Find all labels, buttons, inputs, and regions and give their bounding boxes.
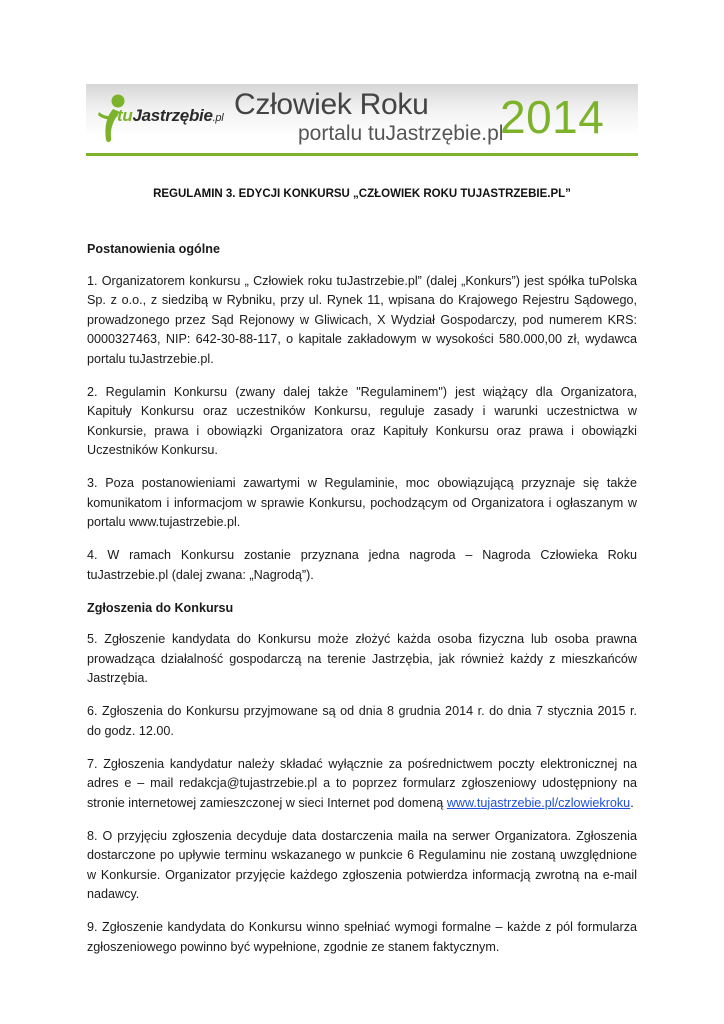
paragraph-3: 3. Poza postanowieniami zawartymi w Regulaminie, moc obowiązującą przyznaje się także komunikatom i informacjom w sprawie Konkursu, pochodzącym od Organizatora i ogłaszanym w portalu www.tujastrzebie.pl. xyxy=(87,476,637,529)
paragraph-1: 1. Organizatorem konkursu „ Człowiek roku tuJastrzebie.pl” (dalej „Konkurs”) jest spółka tuPolska Sp. z o.o., z siedzibą w Rybniku, przy ul. Rynek 11, wpisana do Krajowego Rejestru Sądowego, prowadzonego przez Sąd Rejonowy w Gliwicach, X Wydział Gospodarczy, pod numerem KRS: 0000327463, NIP: 642-30-88-117, o kapitale zakładowym w wysokości 580.000,00 zł, wydawca portalu tuJastrzebie.pl. xyxy=(87,273,637,366)
paragraph-7 xyxy=(87,755,637,814)
paragraph-7-end: . xyxy=(630,795,634,810)
paragraph-7-text: 7. Zgłoszenia kandydatur należy składać wyłącznie za pośrednictwem poczty elektronicznej na adres e – mail redakcja@tujastrzebie.pl a to poprzez formularz zgłoszeniowy udostępniony na stronie internetowej zamieszczonej w sieci Internet pod domeną xyxy=(87,756,637,810)
paragraph-5: 5. Zgłoszenie kandydata do Konkursu może złożyć każda osoba fizyczna lub osoba prawna prowadząca działalność gospodarczą na terenie Jastrzębia, jak również każdy z mieszkańców Jastrzębia. xyxy=(87,632,637,685)
paragraph-9: 9. Zgłoszenie kandydata do Konkursu winno spełniać wymogi formalne – każde z pól formularza zgłoszeniowego powinno być wypełnione, zgodnie ze stanem faktycznym. xyxy=(87,920,637,954)
banner-year: 2014 xyxy=(500,91,605,143)
paragraph-2: 2. Regulamin Konkursu (zwany dalej także "Regulaminem") jest wiążący dla Organizatora, Kapituły Konkursu oraz uczestników Konkursu, reguluje zasady i warunki uczestnictwa w Konkursie, prawa i obowiązki Organizatora oraz Kapituły Konkursu oraz prawa i obowiązki Uczestników Konkursu. xyxy=(87,384,637,457)
banner-title: Człowiek Roku xyxy=(234,88,429,121)
document-body xyxy=(87,240,637,971)
site-logo[interactable] xyxy=(86,84,226,153)
header-banner xyxy=(86,84,638,156)
document-title: REGULAMIN 3. EDYCJI KONKURSU „CZŁOWIEK ROKU TUJASTRZEBIE.PL” xyxy=(153,188,571,200)
section-heading-submissions: Zgłoszenia do Konkursu xyxy=(87,600,234,615)
contest-url-link[interactable]: www.tujastrzebie.pl/czlowiekroku xyxy=(446,795,631,810)
logo-wordmark: tuJastrzębie.pl xyxy=(117,106,224,125)
banner-subtitle: portalu tuJastrzębie.pl xyxy=(298,122,504,145)
paragraph-8: 8. O przyjęciu zgłoszenia decyduje data dostarczenia maila na serwer Organizatora. Zgłoszenia dostarczone po upływie terminu wskazanego w punkcie 6 Regulaminu nie zostaną uwzględnione w Konkursie. Organizator przyjęcie każdego zgłoszenia potwierdza informacją zwrotną na e-mail nadawcy. xyxy=(87,828,637,901)
paragraph-4: 4. W ramach Konkursu zostanie przyznana jedna nagroda – Nagroda Człowieka Roku tuJastrzebie.pl (dalej zwana: „Nagrodą”). xyxy=(87,548,637,582)
paragraph-6: 6. Zgłoszenia do Konkursu przyjmowane są od dnia 8 grudnia 2014 r. do dnia 7 stycznia 2015 r. do godz. 12.00. xyxy=(87,704,637,738)
section-heading-general: Postanowienia ogólne xyxy=(87,242,220,256)
